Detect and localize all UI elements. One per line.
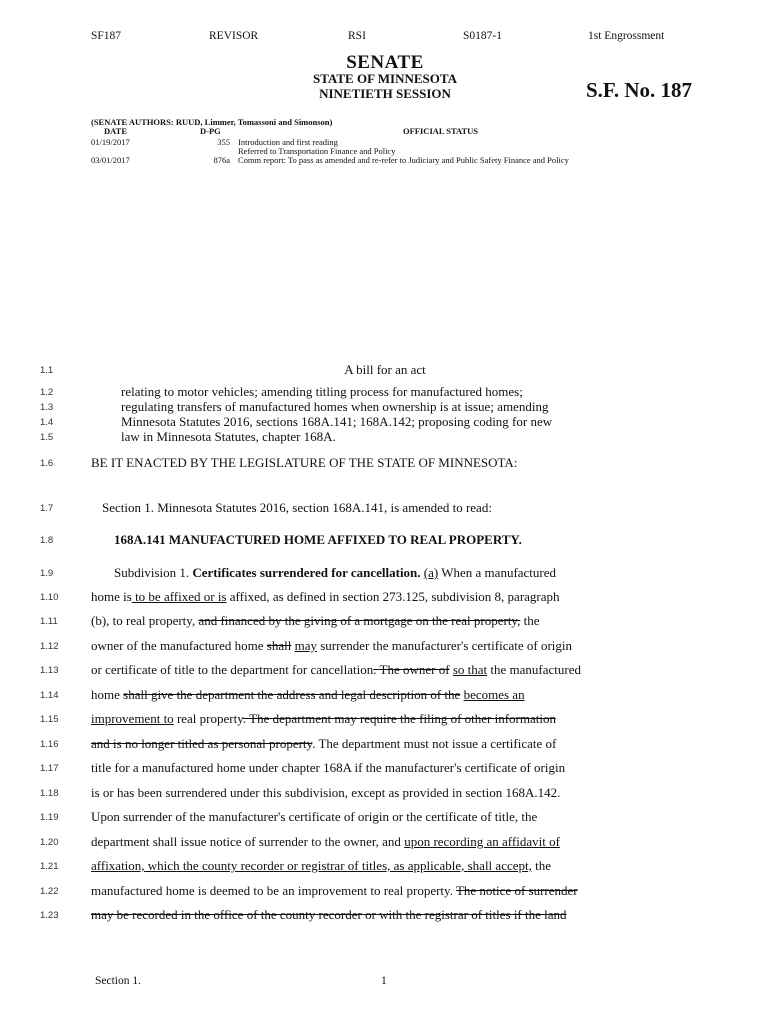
- senate-title: SENATE: [346, 52, 424, 73]
- col-date: DATE: [104, 126, 127, 136]
- deleted-text: and is no longer titled as personal property: [91, 736, 313, 751]
- status-date: 01/19/2017: [91, 137, 130, 147]
- line-number: 1.13: [40, 665, 59, 676]
- relating-line: regulating transfers of manufactured homes when ownership is at issue; amending: [121, 399, 549, 414]
- text-run: affixed, as defined in section 273.125, subdivision 8, paragraph: [226, 589, 560, 604]
- line-number: 1.3: [40, 402, 54, 413]
- body-line: [91, 711, 556, 727]
- status-dpg: 876a: [213, 155, 230, 165]
- text-run: . The department must not issue a certificate of: [312, 736, 557, 751]
- deleted-text: shall: [266, 638, 292, 653]
- text-run: home is: [91, 589, 132, 604]
- body-line: [114, 565, 556, 581]
- bill-number: S.F. No. 187: [586, 78, 692, 102]
- text-run: the manufactured: [487, 662, 581, 677]
- line-number: 1.23: [40, 910, 59, 921]
- header-initials: RSI: [348, 30, 366, 42]
- senate-authors: (SENATE AUTHORS: RUUD, Limmer, Tomassoni and Simonson): [91, 117, 333, 127]
- line-number: 1.4: [40, 417, 54, 428]
- inserted-text: may: [294, 638, 317, 653]
- body-line: [91, 736, 556, 752]
- text-run: the: [520, 613, 540, 628]
- text-run: real property: [173, 711, 243, 726]
- inserted-text: (a): [423, 565, 439, 580]
- status-text: Introduction and first reading: [238, 137, 338, 147]
- inserted-text: so that: [452, 662, 488, 677]
- inserted-text: becomes an: [463, 687, 525, 702]
- relating-line: law in Minnesota Statutes, chapter 168A.: [121, 429, 336, 444]
- col-dpg: D-PG: [200, 126, 221, 136]
- body-line: is or has been surrendered under this subdivision, except as provided in section 168A.142.: [91, 785, 561, 800]
- header-engrossment: 1st Engrossment: [588, 30, 665, 42]
- body-line: [91, 687, 525, 703]
- line-number: 1.9: [40, 568, 54, 579]
- header-revisor: REVISOR: [209, 30, 259, 42]
- status-text: Referred to Transportation Finance and Policy: [238, 146, 396, 156]
- inserted-text: to be affixed or is: [131, 589, 227, 604]
- body-line: [91, 834, 560, 850]
- deleted-text: The notice of surrender: [455, 883, 578, 898]
- line-number: 1.15: [40, 714, 59, 725]
- status-date: 03/01/2017: [91, 155, 130, 165]
- body-line: [91, 638, 572, 654]
- body-line: Upon surrender of the manufacturer's certificate of origin or the certificate of title, the: [91, 809, 538, 824]
- line-number: 1.12: [40, 641, 59, 652]
- state-title: STATE OF MINNESOTA: [313, 71, 457, 86]
- text-run: or certificate of title to the department for cancellation: [91, 662, 374, 677]
- text-run: home: [91, 687, 124, 702]
- status-dpg: 355: [217, 137, 230, 147]
- inserted-text: affixation, which the county recorder or registrar of titles, as applicable, shall accept,: [91, 858, 532, 873]
- line-number: 1.18: [40, 788, 59, 799]
- body-line: title for a manufactured home under chapter 168A if the manufacturer's certificate of origin: [91, 760, 566, 775]
- line-number: 1.16: [40, 739, 59, 750]
- text-run: Subdivision 1.: [114, 565, 193, 580]
- text-run: the: [531, 858, 552, 873]
- line-number: 1.14: [40, 690, 59, 701]
- enacting-clause: BE IT ENACTED BY THE LEGISLATURE OF THE STATE OF MINNESOTA:: [91, 455, 518, 470]
- subdivision-heading: Certificates surrendered for cancellation.: [192, 565, 421, 580]
- line-number: 1.7: [40, 503, 54, 514]
- inserted-text: upon recording an affidavit of: [404, 834, 560, 849]
- body-line: may be recorded in the office of the county recorder or with the registrar of titles if the land: [91, 907, 567, 922]
- statute-heading: 168A.141 MANUFACTURED HOME AFFIXED TO REAL PROPERTY.: [114, 532, 522, 547]
- text-run: surrender the manufacturer's certificate of origin: [317, 638, 572, 653]
- line-number: 1.17: [40, 763, 59, 774]
- body-line: [91, 589, 560, 605]
- deleted-text: . The department may require the filing of other information: [242, 711, 556, 726]
- line-number: 1.6: [40, 458, 54, 469]
- inserted-text: improvement to: [91, 711, 174, 726]
- text-run: department shall issue notice of surrender to the owner, and: [91, 834, 405, 849]
- header-file: SF187: [91, 30, 122, 42]
- relating-line: Minnesota Statutes 2016, sections 168A.141; 168A.142; proposing coding for new: [121, 414, 553, 429]
- line-number: 1.5: [40, 432, 54, 443]
- session-title: NINETIETH SESSION: [319, 86, 451, 101]
- deleted-text: . The owner of: [373, 662, 450, 677]
- line-number: 1.20: [40, 837, 59, 848]
- line-number: 1.11: [40, 616, 58, 627]
- body-line: [91, 858, 551, 874]
- footer-section: Section 1.: [95, 975, 141, 987]
- page-number: 1: [381, 975, 387, 987]
- line-number: 1.8: [40, 535, 54, 546]
- col-official-status: OFFICIAL STATUS: [403, 126, 479, 136]
- text-run: When a manufactured: [438, 565, 557, 580]
- body-line: [91, 883, 578, 899]
- line-number: 1.21: [40, 861, 59, 872]
- body-line: [91, 613, 539, 629]
- section-heading: Section 1. Minnesota Statutes 2016, section 168A.141, is amended to read:: [102, 500, 492, 515]
- line-number: 1.1: [40, 365, 54, 376]
- deleted-text: shall give the department the address and legal description of the: [123, 687, 461, 702]
- line-number: 1.22: [40, 886, 59, 897]
- text-run: (b), to real property,: [91, 613, 199, 628]
- act-title: A bill for an act: [344, 362, 426, 377]
- header-code: S0187-1: [463, 30, 502, 42]
- text-run: owner of the manufactured home: [91, 638, 267, 653]
- line-number: 1.2: [40, 387, 54, 398]
- status-text: Comm report: To pass as amended and re-refer to Judiciary and Public Safety Finance and Policy: [238, 155, 569, 165]
- deleted-text: and financed by the giving of a mortgage on the real property,: [198, 613, 521, 628]
- text-run: manufactured home is deemed to be an improvement to real property.: [91, 883, 456, 898]
- relating-line: relating to motor vehicles; amending titling process for manufactured homes;: [121, 384, 523, 399]
- body-line: [91, 662, 581, 678]
- line-number: 1.10: [40, 592, 59, 603]
- line-number: 1.19: [40, 812, 59, 823]
